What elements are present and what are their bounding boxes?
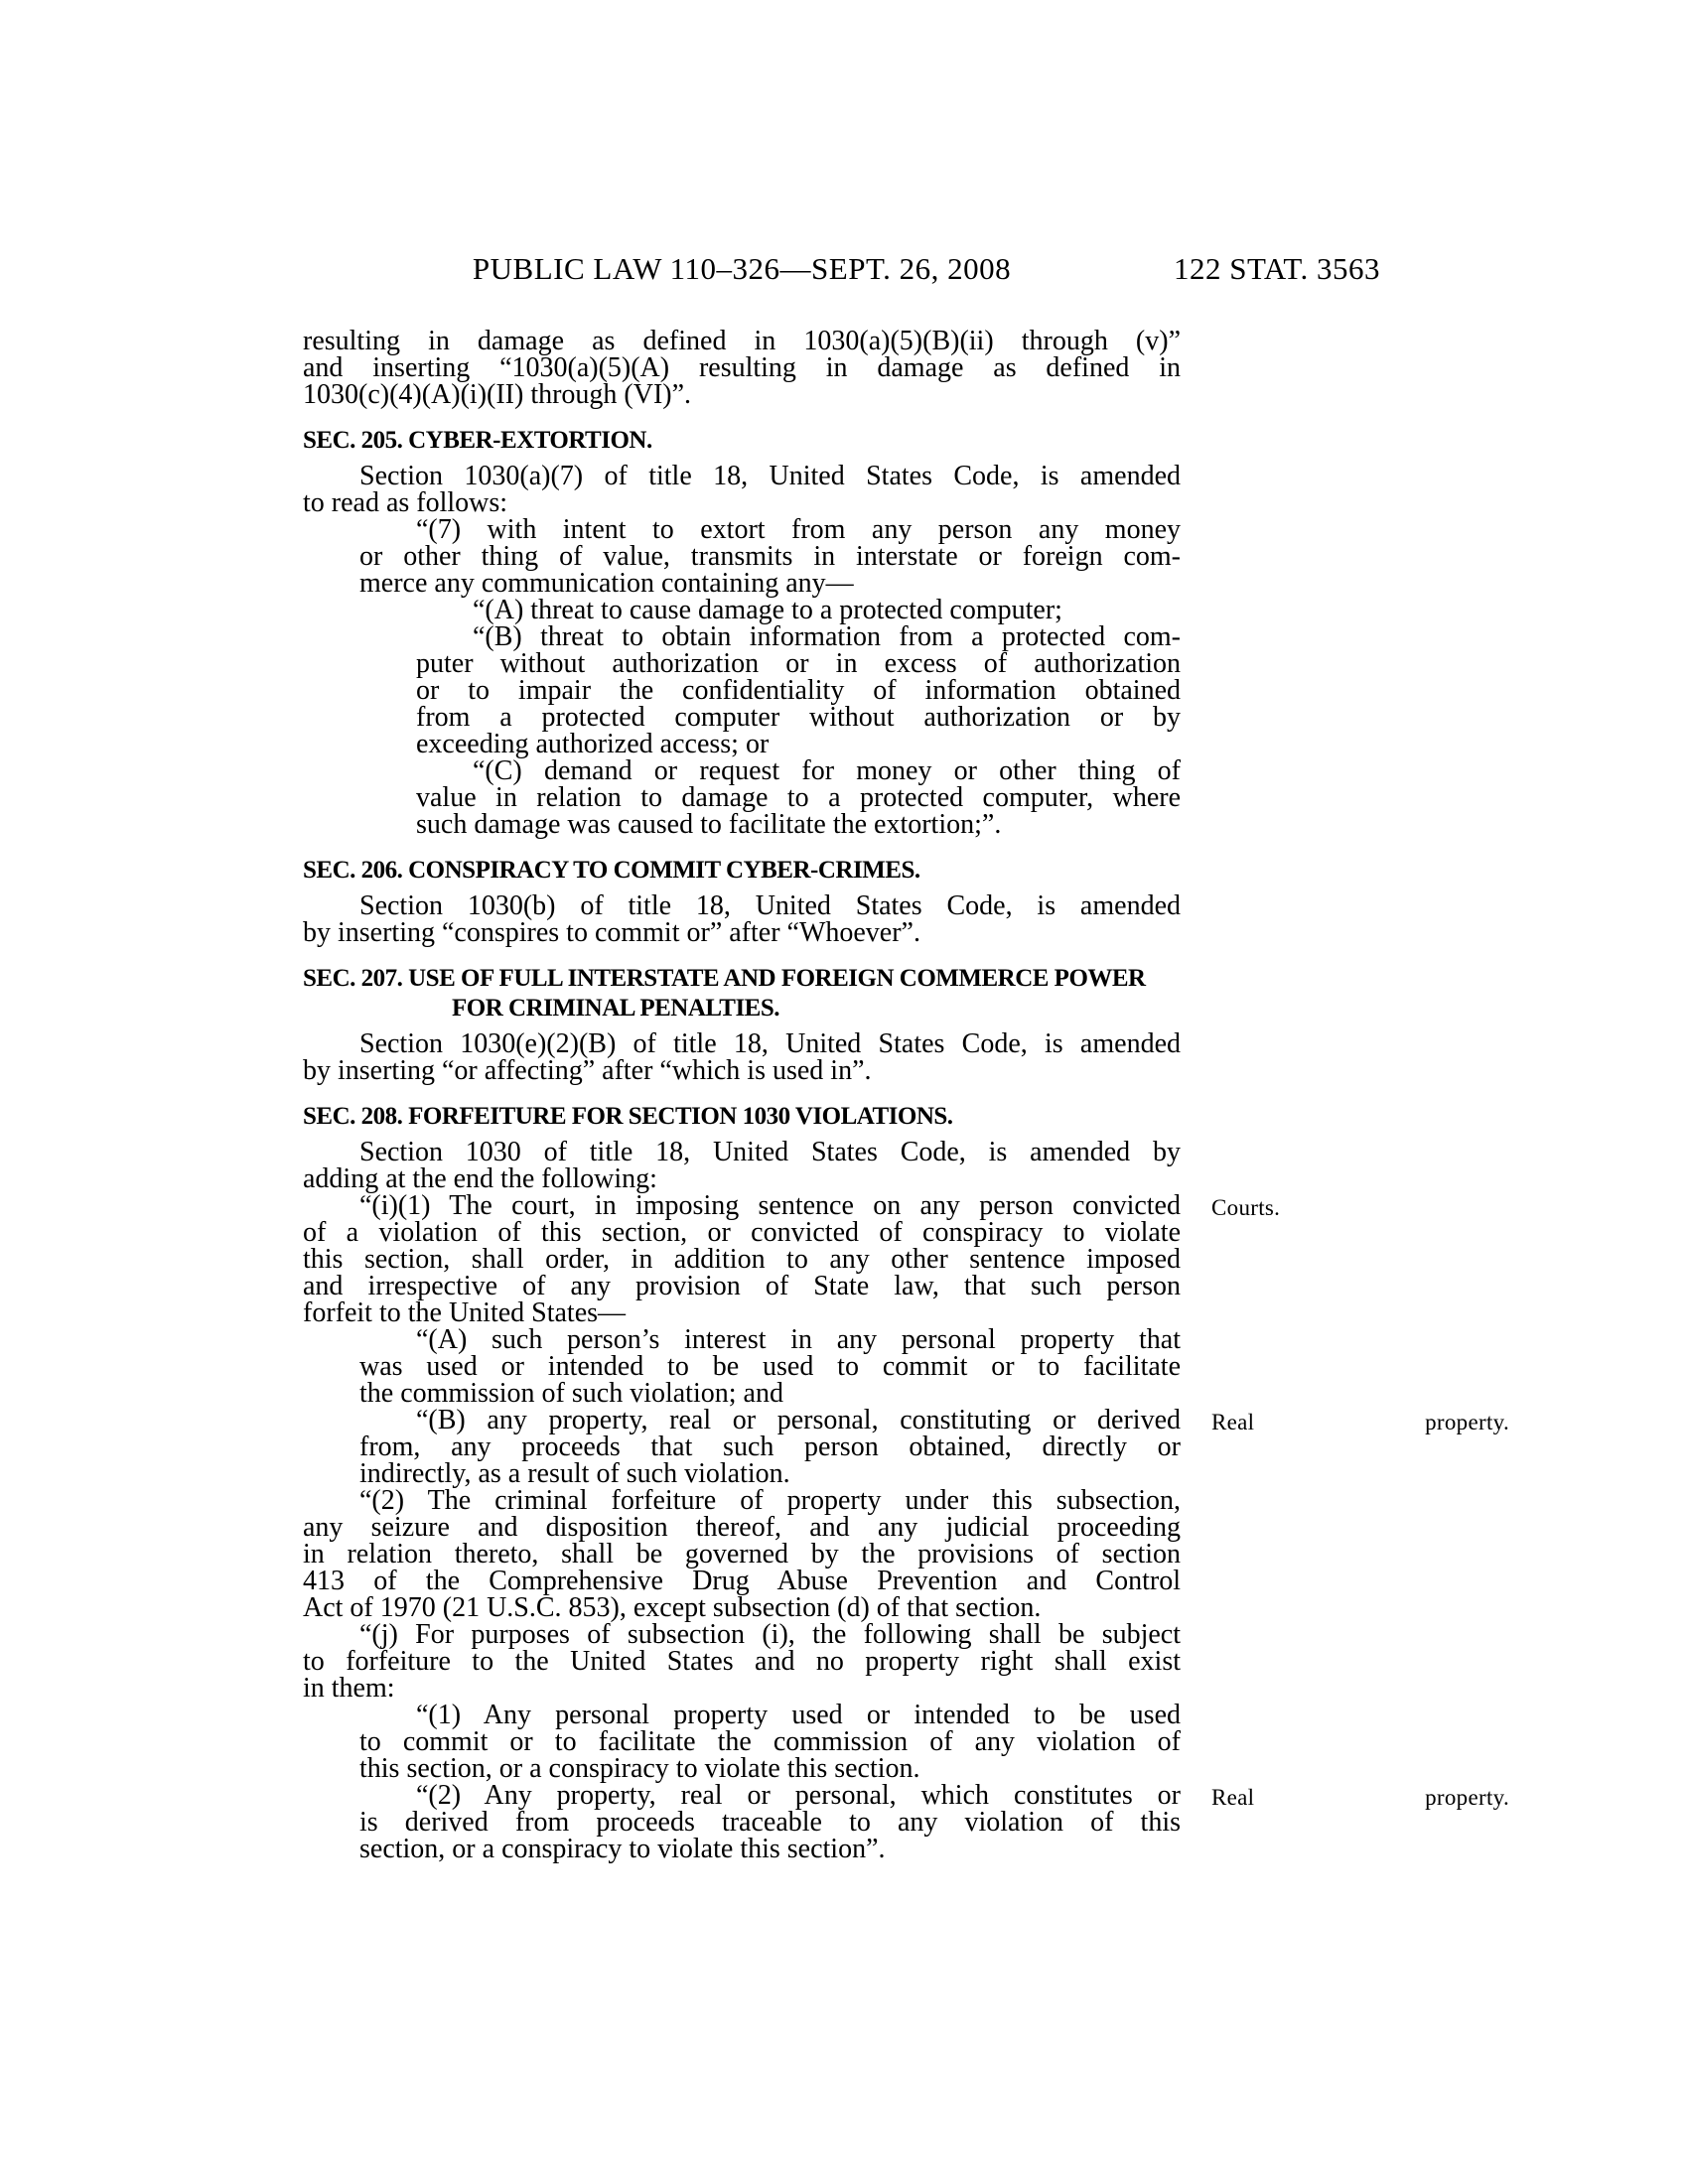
text-line: Section 1030 of title 18, United States Code, is amended by: [359, 1137, 1181, 1167]
text-line: “(B) threat to obtain information from a protected com-: [473, 621, 1181, 652]
section-heading: [303, 1102, 1181, 1132]
running-head: [303, 252, 1380, 290]
section-heading: [303, 426, 1181, 456]
text-line: such damage was caused to facilitate the extortion;”.: [416, 809, 1002, 840]
text-line: in relation thereto, shall be governed by the provisions of section: [303, 1539, 1181, 1570]
text-line: “(i)(1) The court, in imposing sentence on any person convicted Courts.: [303, 1192, 1181, 1219]
text-line: to forfeiture to the United States and no property right shall exist: [303, 1646, 1181, 1677]
paragraph: [303, 1621, 1181, 1702]
heading-line: SEC. 206. CONSPIRACY TO COMMIT CYBER-CRIMES.: [303, 857, 920, 884]
paragraph: [303, 597, 1181, 623]
text-line: from a protected computer without authorization or by: [416, 702, 1181, 733]
text-line: to commit or to facilitate the commission of any violation of: [359, 1726, 1181, 1757]
text-line: “(7) with intent to extort from any person any money: [416, 514, 1181, 545]
text-line: value in relation to damage to a protected computer, where: [416, 782, 1181, 813]
text-line: from, any proceeds that such person obtained, directly or: [359, 1432, 1181, 1462]
section-heading: [303, 856, 1181, 886]
paragraph: [303, 516, 1181, 597]
margin-note: Real property.: [1211, 1410, 1509, 1434]
heading-line: FOR CRIMINAL PENALTIES.: [452, 995, 780, 1022]
paragraph: [303, 1139, 1181, 1192]
margin-note: Real property.: [1211, 1785, 1509, 1810]
text-line: is derived from proceeds traceable to any violation of this: [359, 1807, 1181, 1838]
text-line: “(C) demand or request for money or other thing of: [473, 755, 1181, 786]
text-line: was used or intended to be used to commit or to facilitate: [359, 1351, 1181, 1382]
text-line: or to impair the confidentiality of information obtained: [416, 675, 1181, 706]
text-line: indirectly, as a result of such violation.: [359, 1458, 790, 1489]
text-line: or other thing of value, transmits in interstate or foreign com-: [359, 541, 1181, 572]
text-line: forfeit to the United States—: [303, 1297, 627, 1328]
text-line: Section 1030(a)(7) of title 18, United States Code, is amended: [359, 461, 1181, 491]
paragraph: [303, 1702, 1181, 1782]
text-line: this section, or a conspiracy to violate this section.: [359, 1753, 920, 1784]
paragraph: [303, 1326, 1181, 1407]
paragraph: [303, 892, 1181, 946]
paragraph: [303, 1780, 1509, 1864]
text-line: by inserting “conspires to commit or” after “Whoever”.: [303, 917, 920, 948]
paragraph: [303, 1030, 1181, 1084]
running-head-title: PUBLIC LAW 110–326—SEPT. 26, 2008: [472, 251, 1012, 286]
text-line: section, or a conspiracy to violate this section”.: [359, 1834, 886, 1864]
text-line: to read as follows:: [303, 487, 508, 518]
text-line: adding at the end the following:: [303, 1163, 657, 1194]
text-line: Act of 1970 (21 U.S.C. 853), except subsection (d) of that section.: [303, 1592, 1042, 1623]
text-line: “(1) Any personal property used or intended to be used: [416, 1700, 1181, 1730]
text-line: “(A) such person’s interest in any personal property that: [416, 1324, 1181, 1355]
margin-note: Courts.: [1211, 1195, 1281, 1220]
text-line: by inserting “or affecting” after “which is used in”.: [303, 1055, 872, 1086]
text-line: 413 of the Comprehensive Drug Abuse Prevention and Control: [303, 1566, 1181, 1596]
paragraph: [303, 463, 1181, 516]
text-line: Section 1030(b) of title 18, United States Code, is amended: [359, 890, 1181, 921]
paragraph: [303, 328, 1181, 408]
text-line: exceeding authorized access; or: [416, 729, 770, 759]
heading-line: SEC. 207. USE OF FULL INTERSTATE AND FOREIGN COMMERCE POWER: [303, 965, 1146, 992]
text-line: Section 1030(e)(2)(B) of title 18, United States Code, is amended: [359, 1028, 1181, 1059]
text-line: in them:: [303, 1673, 395, 1704]
text-line: resulting in damage as defined in 1030(a)(5)(B)(ii) through (v)”: [303, 326, 1181, 356]
stat-page-number: 122 STAT. 3563: [1173, 251, 1380, 286]
text-line: merce any communication containing any—: [359, 568, 854, 599]
paragraph: [303, 1487, 1181, 1621]
text-line: “(2) Any property, real or personal, which constitutes or Real property.: [416, 1780, 1509, 1811]
heading-line: SEC. 205. CYBER-EXTORTION.: [303, 427, 652, 454]
text-line: “(A) threat to cause damage to a protected computer;: [473, 595, 1062, 625]
paragraph: [303, 1190, 1281, 1328]
heading-line: SEC. 208. FORFEITURE FOR SECTION 1030 VIOLATIONS.: [303, 1103, 953, 1130]
text-line: “(2) The criminal forfeiture of property under this subsection,: [359, 1485, 1181, 1516]
text-line: this section, shall order, in addition to any other sentence imposed: [303, 1244, 1181, 1275]
text-line: of a violation of this section, or convicted of conspiracy to violate: [303, 1217, 1181, 1248]
paragraph: [303, 757, 1181, 838]
text-line: “(j) For purposes of subsection (i), the following shall be subject: [359, 1619, 1181, 1650]
text-line: “(B) any property, real or personal, constituting or derived Real property.: [416, 1405, 1509, 1435]
content-column: [303, 326, 1509, 1864]
text-line: puter without authorization or in excess of authorization: [416, 648, 1181, 679]
text-line: and irrespective of any provision of State law, that such person: [303, 1271, 1181, 1301]
section-heading: [303, 964, 1181, 1024]
text-line: any seizure and disposition thereof, and any judicial proceeding: [303, 1512, 1181, 1543]
text-line: and inserting “1030(a)(5)(A) resulting in damage as defined in: [303, 352, 1181, 383]
paragraph: [303, 623, 1181, 757]
text-line: the commission of such violation; and: [359, 1378, 783, 1409]
text-line: 1030(c)(4)(A)(i)(II) through (VI)”.: [303, 379, 692, 410]
paragraph: [303, 1405, 1509, 1489]
